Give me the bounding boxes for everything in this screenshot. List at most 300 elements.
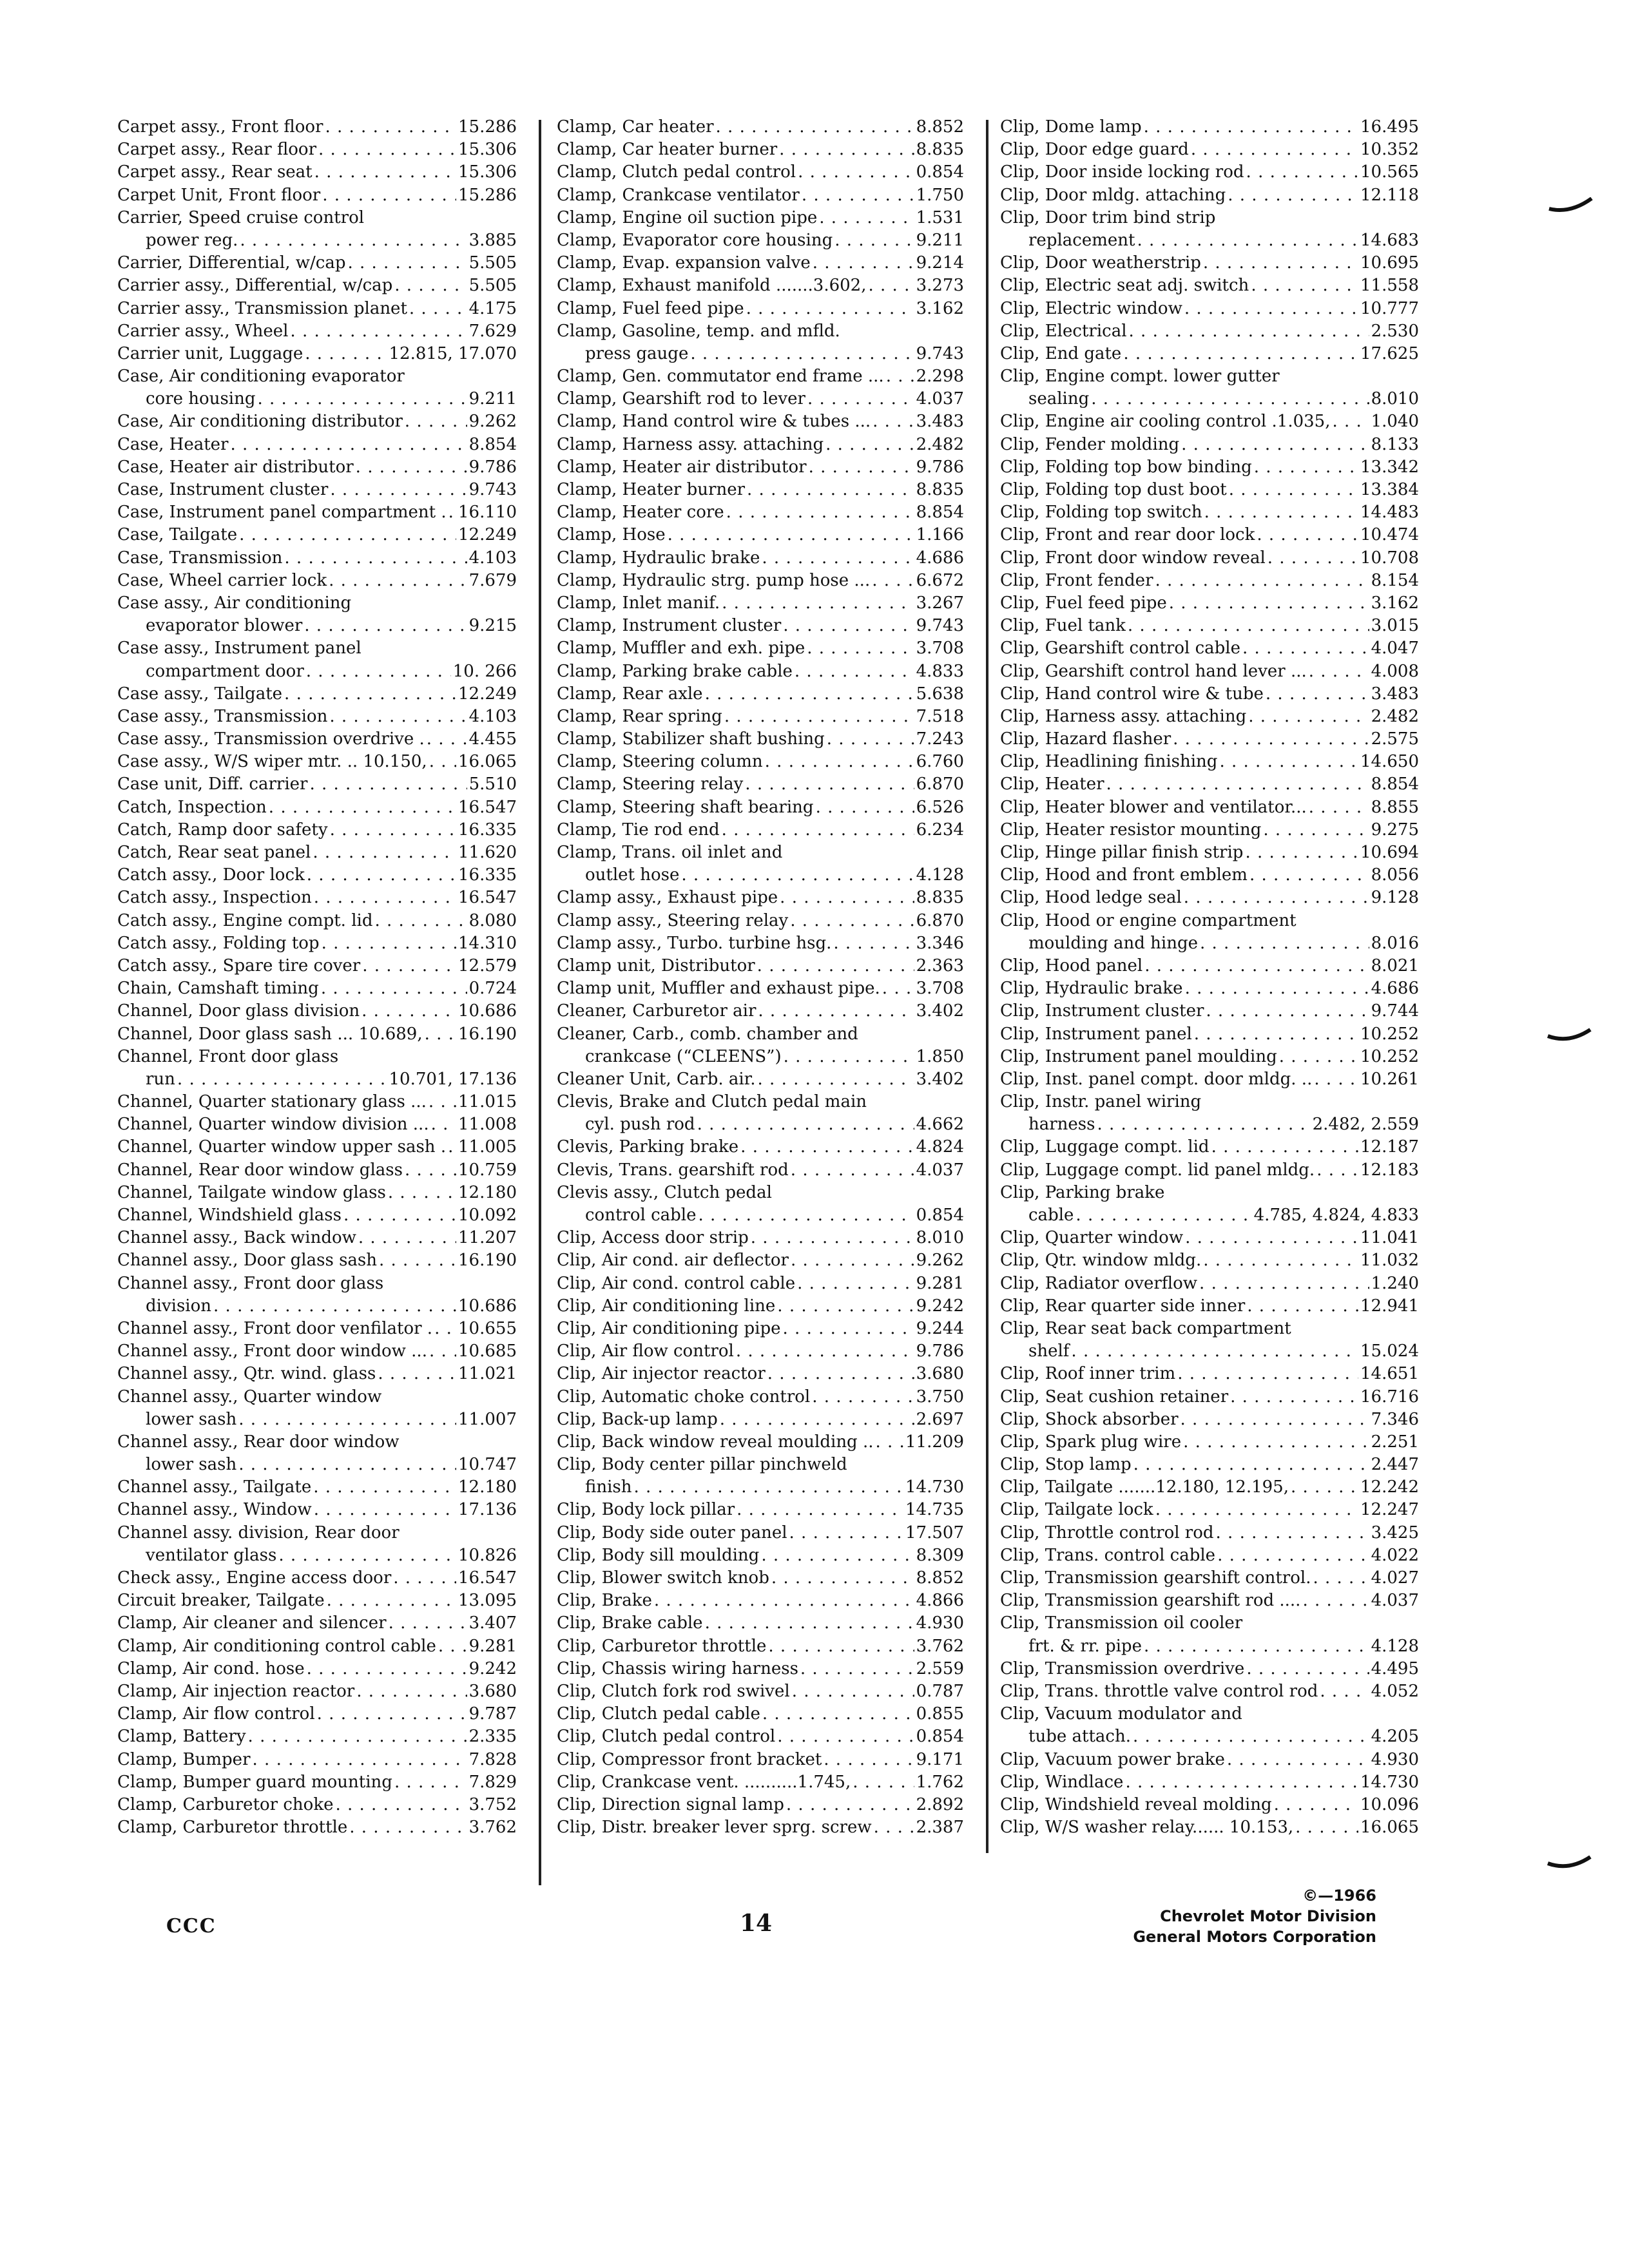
index-entry bbox=[557, 887, 964, 909]
dot-leader bbox=[1075, 1204, 1251, 1227]
index-entry bbox=[1000, 1227, 1419, 1249]
entry-reference: 1.040 bbox=[1371, 412, 1419, 432]
index-entry bbox=[557, 1182, 964, 1204]
dot-leader bbox=[307, 1658, 467, 1680]
entry-term: Clip, Hood and front emblem bbox=[1000, 865, 1248, 885]
entry-reference: 4.103 bbox=[468, 706, 517, 726]
index-entry bbox=[1000, 1590, 1419, 1612]
entry-term: Channel assy., Window bbox=[117, 1500, 312, 1520]
index-entry bbox=[1000, 1431, 1419, 1454]
index-entry bbox=[117, 955, 517, 977]
dot-leader bbox=[1302, 1590, 1369, 1612]
index-entry bbox=[117, 1522, 517, 1544]
dot-leader bbox=[240, 229, 467, 252]
index-entry bbox=[557, 615, 964, 637]
dot-leader bbox=[758, 1000, 914, 1023]
index-entry bbox=[117, 456, 517, 479]
dot-leader bbox=[827, 728, 914, 751]
entry-reference: 2.559 bbox=[916, 1658, 964, 1678]
entry-reference: 9.242 bbox=[468, 1658, 517, 1678]
index-entry bbox=[1000, 841, 1419, 864]
index-entry bbox=[1000, 1386, 1419, 1408]
index-entry bbox=[117, 1136, 517, 1158]
entry-reference: 16.190 bbox=[458, 1024, 517, 1044]
index-entry bbox=[557, 819, 964, 841]
column-divider-right bbox=[986, 120, 988, 1853]
index-entry bbox=[117, 1363, 517, 1385]
entry-reference: 1.850 bbox=[916, 1046, 964, 1066]
entry-term: Clip, Carburetor throttle bbox=[557, 1636, 767, 1656]
index-entry bbox=[557, 501, 964, 524]
dot-leader bbox=[1216, 1522, 1369, 1544]
entry-term: Case, Instrument panel compartment . bbox=[117, 503, 447, 523]
entry-term: Clip, Door inside locking rod bbox=[1000, 162, 1244, 182]
dot-leader bbox=[824, 1749, 914, 1771]
dot-leader bbox=[1194, 1023, 1358, 1046]
dot-leader bbox=[429, 1091, 456, 1113]
entry-term: Clamp unit, Distributor bbox=[557, 956, 755, 975]
index-entry bbox=[117, 365, 517, 388]
entry-reference: 3.402 bbox=[916, 1001, 964, 1021]
entry-reference: 8.133 bbox=[1371, 434, 1419, 454]
dot-leader bbox=[1106, 773, 1369, 796]
index-entry bbox=[117, 252, 517, 274]
entry-reference: 2.298 bbox=[916, 367, 964, 387]
entry-term: Clamp unit, Muffler and exhaust pipe. bbox=[557, 979, 880, 999]
entry-term: Clamp, Steering column bbox=[557, 752, 763, 772]
entry-term: Clip, Heater blower and ventilator... bbox=[1000, 797, 1307, 817]
dot-leader bbox=[1177, 1363, 1358, 1385]
entry-reference: 11.207 bbox=[458, 1228, 517, 1248]
index-entry bbox=[557, 1658, 964, 1680]
index-entry bbox=[1000, 1046, 1419, 1068]
index-entry bbox=[557, 864, 964, 887]
entry-term: Clip, Air conditioning pipe bbox=[557, 1318, 781, 1338]
dot-leader bbox=[1295, 1816, 1358, 1839]
entry-reference: 11.041 bbox=[1360, 1228, 1419, 1248]
index-entry bbox=[1000, 1023, 1419, 1046]
dot-leader bbox=[1144, 116, 1358, 139]
entry-term: Channel, Quarter window division ... bbox=[117, 1115, 429, 1135]
dot-leader bbox=[1229, 479, 1358, 501]
index-entry bbox=[557, 1749, 964, 1771]
entry-reference: 4.824 bbox=[916, 1137, 964, 1157]
entry-reference: 4.027 bbox=[1371, 1568, 1419, 1588]
entry-term: Clevis, Parking brake bbox=[557, 1137, 739, 1157]
index-entry bbox=[557, 343, 964, 365]
entry-reference: 12.815, 17.070 bbox=[389, 343, 517, 363]
entry-term: lower sash bbox=[146, 1455, 237, 1475]
index-entry bbox=[557, 1567, 964, 1590]
dot-leader bbox=[1249, 864, 1369, 887]
index-entry bbox=[1000, 1476, 1419, 1499]
dot-leader bbox=[745, 773, 914, 796]
index-entry bbox=[557, 1023, 964, 1046]
entry-term: harness bbox=[1028, 1115, 1095, 1135]
entry-term: Clip, Body center pillar pinchweld bbox=[557, 1455, 847, 1475]
index-entry bbox=[1000, 139, 1419, 161]
entry-term: Clip, Luggage compt. lid panel mldg. bbox=[1000, 1160, 1315, 1180]
dot-leader bbox=[1217, 1544, 1369, 1567]
index-entry bbox=[117, 1091, 517, 1113]
index-entry bbox=[557, 1771, 964, 1794]
dot-leader bbox=[379, 1249, 456, 1272]
dot-leader bbox=[393, 1567, 456, 1590]
entry-term: Clip, Luggage compt. lid bbox=[1000, 1137, 1210, 1157]
entry-reference: 9.281 bbox=[916, 1273, 964, 1293]
dot-leader bbox=[1185, 977, 1369, 1000]
entry-term: division bbox=[146, 1296, 212, 1316]
dot-leader bbox=[762, 547, 914, 570]
entry-term: Clip, Throttle control rod bbox=[1000, 1523, 1214, 1542]
index-entry bbox=[117, 819, 517, 841]
entry-term: Clamp, Battery bbox=[117, 1727, 246, 1747]
entry-term: Clip, Spark plug wire bbox=[1000, 1432, 1182, 1452]
entry-reference: 11.015 bbox=[458, 1092, 517, 1112]
dot-leader bbox=[330, 479, 467, 501]
entry-reference: 14.683 bbox=[1360, 230, 1419, 250]
dot-leader bbox=[1129, 320, 1369, 343]
entry-term: Carrier assy., Differential, w/cap bbox=[117, 276, 393, 296]
dot-leader bbox=[307, 864, 456, 887]
entry-term: Clip, Brake cable bbox=[557, 1613, 703, 1633]
dot-leader bbox=[654, 1590, 914, 1612]
index-entry bbox=[117, 1635, 517, 1658]
dot-leader bbox=[1211, 1136, 1358, 1158]
dot-leader bbox=[812, 1386, 914, 1408]
entry-term: Clip, Rear seat back compartment bbox=[1000, 1318, 1291, 1338]
index-entry bbox=[1000, 796, 1419, 819]
index-entry bbox=[557, 161, 964, 184]
entry-reference: 11.209 bbox=[905, 1432, 964, 1452]
index-entry bbox=[557, 388, 964, 410]
index-entry bbox=[557, 592, 964, 615]
index-entry bbox=[1000, 274, 1419, 297]
dot-leader bbox=[751, 1227, 914, 1249]
entry-term: Clip, Distr. breaker lever sprg. screw bbox=[557, 1818, 872, 1838]
entry-term: Clamp, Hydraulic brake bbox=[557, 548, 760, 568]
entry-reference: 4.662 bbox=[916, 1115, 964, 1135]
entry-reference: 7.679 bbox=[468, 570, 517, 590]
index-entry bbox=[117, 320, 517, 343]
entry-term: Clamp, Heater core bbox=[557, 503, 724, 523]
index-entry bbox=[557, 706, 964, 728]
index-entry bbox=[557, 547, 964, 570]
entry-term: Clamp, Air injection reactor bbox=[117, 1681, 355, 1701]
entry-term: Catch assy., Engine compt. lid bbox=[117, 910, 373, 930]
entry-term: Case, Transmission bbox=[117, 548, 283, 568]
entry-reference: 9.275 bbox=[1371, 820, 1419, 840]
index-entry bbox=[117, 1703, 517, 1725]
dot-leader bbox=[1133, 1725, 1369, 1748]
entry-term: Clamp assy., Turbo. turbine hsg. bbox=[557, 933, 832, 953]
entry-reference: 2.387 bbox=[916, 1818, 964, 1838]
entry-term: Channel assy., Rear door window bbox=[117, 1432, 400, 1452]
entry-reference: 9.214 bbox=[916, 253, 964, 273]
entry-term: Clip, Crankcase vent. ..........1.745, bbox=[557, 1772, 851, 1792]
entry-term: Clamp, Heater burner bbox=[557, 480, 746, 499]
entry-term: Clamp, Evap. expansion valve bbox=[557, 253, 811, 273]
index-entry bbox=[117, 501, 517, 524]
entry-reference: 16.110 bbox=[458, 503, 517, 523]
index-entry bbox=[117, 479, 517, 501]
index-entry bbox=[1000, 977, 1419, 1000]
index-entry bbox=[557, 1703, 964, 1725]
index-entry bbox=[557, 660, 964, 683]
dot-leader bbox=[1246, 1658, 1369, 1680]
entry-reference: 9.787 bbox=[468, 1704, 517, 1724]
entry-term: Clip, Tailgate .......12.180, 12.195, bbox=[1000, 1477, 1289, 1497]
index-entry bbox=[557, 637, 964, 660]
dot-leader bbox=[1123, 343, 1358, 365]
dot-leader bbox=[327, 1590, 456, 1612]
entry-term: Catch assy., Inspection bbox=[117, 888, 312, 908]
entry-reference: 8.010 bbox=[916, 1228, 964, 1248]
dot-leader bbox=[389, 1612, 467, 1635]
index-entry bbox=[557, 1318, 964, 1340]
entry-reference: 8.010 bbox=[1371, 389, 1419, 409]
entry-term: Clip, Door weatherstrip bbox=[1000, 253, 1201, 273]
entry-reference: 2.892 bbox=[916, 1794, 964, 1814]
index-entry bbox=[1000, 1249, 1419, 1272]
dot-leader bbox=[438, 1635, 467, 1658]
index-entry bbox=[117, 1612, 517, 1635]
entry-term: Check assy., Engine access door bbox=[117, 1568, 392, 1588]
dot-leader bbox=[1144, 955, 1369, 977]
dot-leader bbox=[1125, 1771, 1358, 1794]
index-entry bbox=[1000, 1363, 1419, 1385]
entry-term: Clip, Blower switch knob bbox=[557, 1568, 769, 1588]
dot-leader bbox=[427, 728, 467, 751]
entry-reference: 9.786 bbox=[916, 457, 964, 477]
dot-leader bbox=[314, 161, 456, 184]
dot-leader bbox=[322, 184, 456, 207]
entry-term: Clip, Air conditioning line bbox=[557, 1296, 776, 1316]
entry-reference: 1.531 bbox=[916, 207, 964, 227]
entry-reference: 8.852 bbox=[916, 1568, 964, 1588]
entry-reference: 12.249 bbox=[458, 525, 517, 545]
entry-term: Clip, Roof inner trim bbox=[1000, 1364, 1176, 1384]
entry-term: Clamp, Rear axle bbox=[557, 684, 703, 704]
entry-term: Clamp, Trans. oil inlet and bbox=[557, 843, 783, 862]
entry-reference: 16.716 bbox=[1360, 1387, 1419, 1407]
entry-reference: 10.261 bbox=[1360, 1069, 1419, 1089]
entry-reference: 6.870 bbox=[916, 774, 964, 794]
index-entry bbox=[1000, 637, 1419, 660]
entry-term: Carpet assy., Front floor bbox=[117, 117, 323, 137]
dot-leader bbox=[1191, 139, 1358, 161]
entry-term: Clamp, Harness assy. attaching bbox=[557, 434, 824, 454]
dot-leader bbox=[816, 796, 914, 819]
entry-reference: 17.507 bbox=[905, 1523, 964, 1542]
entry-reference: 10.685 bbox=[458, 1341, 517, 1361]
entry-reference: 4.455 bbox=[468, 729, 517, 749]
entry-reference: 16.190 bbox=[458, 1251, 517, 1271]
index-entry bbox=[557, 1363, 964, 1385]
entry-term: Channel, Windshield glass bbox=[117, 1206, 342, 1225]
dot-leader bbox=[356, 1680, 467, 1703]
index-column-1 bbox=[117, 116, 517, 1839]
index-entry bbox=[557, 1113, 964, 1136]
index-entry bbox=[117, 1476, 517, 1499]
entry-reference: 4.495 bbox=[1371, 1658, 1419, 1678]
dot-leader bbox=[777, 1725, 914, 1748]
dot-leader bbox=[872, 570, 914, 592]
entry-reference: 10.096 bbox=[1360, 1794, 1419, 1814]
index-entry bbox=[1000, 1816, 1419, 1839]
entry-reference: 15.286 bbox=[458, 185, 517, 205]
entry-reference: 9.743 bbox=[916, 616, 964, 636]
entry-reference: 2.530 bbox=[1371, 321, 1419, 341]
dot-leader bbox=[314, 1499, 456, 1521]
index-entry bbox=[117, 1204, 517, 1227]
entry-term: Clip, Seat cushion retainer bbox=[1000, 1387, 1229, 1407]
dot-leader bbox=[792, 1680, 914, 1703]
dot-leader bbox=[886, 365, 914, 388]
dot-leader bbox=[720, 1408, 914, 1431]
entry-term: Case assy., Transmission bbox=[117, 706, 328, 726]
index-entry bbox=[117, 1249, 517, 1272]
index-entry bbox=[557, 1612, 964, 1635]
entry-reference: 6.870 bbox=[916, 910, 964, 930]
index-column-3 bbox=[1000, 116, 1419, 1839]
entry-term: Clip, Trans. throttle valve control rod bbox=[1000, 1681, 1318, 1701]
index-entry bbox=[557, 1499, 964, 1521]
entry-reference: 11.558 bbox=[1360, 276, 1419, 296]
entry-term: Cleaner, Carburetor air bbox=[557, 1001, 757, 1021]
entry-reference: 8.309 bbox=[916, 1545, 964, 1565]
dot-leader bbox=[1206, 1000, 1369, 1023]
index-entry bbox=[1000, 1113, 1419, 1136]
entry-term: Channel, Door glass sash ... 10.689, bbox=[117, 1024, 423, 1044]
entry-reference: 2.447 bbox=[1371, 1455, 1419, 1475]
entry-reference: 2.335 bbox=[468, 1727, 517, 1747]
entry-reference: 14.730 bbox=[1360, 1772, 1419, 1792]
entry-reference: 9.786 bbox=[916, 1341, 964, 1361]
corporation-line: General Motors Corporation bbox=[1133, 1928, 1376, 1946]
index-entry bbox=[1000, 1204, 1419, 1227]
index-entry bbox=[557, 1408, 964, 1431]
margin-mark-icon bbox=[1547, 1027, 1592, 1044]
dot-leader bbox=[313, 841, 456, 864]
entry-term: Clip, Transmission gearshift control. bbox=[1000, 1568, 1311, 1588]
entry-term: Clip, Harness assy. attaching bbox=[1000, 706, 1247, 726]
dot-leader bbox=[783, 1318, 914, 1340]
dot-leader bbox=[790, 910, 914, 932]
dot-leader bbox=[722, 592, 914, 615]
index-entry bbox=[117, 1590, 517, 1612]
index-entry bbox=[557, 139, 964, 161]
index-entry bbox=[1000, 683, 1419, 706]
entry-term: Clip, Body side outer panel bbox=[557, 1523, 787, 1542]
dot-leader bbox=[757, 955, 914, 977]
entry-term: Clamp, Bumper bbox=[117, 1749, 251, 1769]
dot-leader bbox=[269, 796, 456, 819]
dot-leader bbox=[374, 910, 467, 932]
dot-leader bbox=[1181, 434, 1369, 456]
dot-leader bbox=[1128, 615, 1369, 637]
dot-leader bbox=[722, 819, 914, 841]
entry-reference: 12.242 bbox=[1360, 1477, 1419, 1497]
dot-leader bbox=[779, 139, 914, 161]
entry-reference: 16.065 bbox=[458, 752, 517, 772]
entry-reference: 4.686 bbox=[916, 548, 964, 568]
entry-reference: 1.166 bbox=[916, 525, 964, 545]
index-entry bbox=[1000, 1068, 1419, 1091]
dot-leader bbox=[1200, 932, 1369, 955]
entry-term: Clip, Engine air cooling control .1.035, bbox=[1000, 412, 1331, 432]
dot-leader bbox=[1309, 660, 1369, 683]
entry-term: Clamp, Car heater burner bbox=[557, 140, 778, 160]
index-entry bbox=[1000, 1273, 1419, 1295]
index-entry bbox=[1000, 932, 1419, 955]
entry-term: Cleaner Unit, Carb. air. bbox=[557, 1069, 756, 1089]
entry-reference: 8.835 bbox=[916, 888, 964, 908]
dot-leader bbox=[705, 683, 914, 706]
entry-reference: 8.021 bbox=[1371, 956, 1419, 975]
index-entry bbox=[557, 1000, 964, 1023]
entry-term: Clip, Air cond. control cable bbox=[557, 1273, 796, 1293]
entry-term: Carrier, Speed cruise control bbox=[117, 207, 365, 227]
entry-term: sealing bbox=[1028, 389, 1090, 409]
dot-leader bbox=[362, 955, 456, 977]
dot-leader bbox=[795, 660, 914, 683]
entry-term: Clamp, Parking brake cable bbox=[557, 661, 793, 681]
dot-leader bbox=[1203, 252, 1358, 274]
dot-leader bbox=[800, 1658, 914, 1680]
entry-term: Clip, Windlace bbox=[1000, 1772, 1124, 1792]
index-entry bbox=[1000, 570, 1419, 592]
entry-reference: 13.095 bbox=[458, 1591, 517, 1611]
entry-reference: 7.518 bbox=[916, 706, 964, 726]
dot-leader bbox=[874, 1816, 914, 1839]
entry-term: Chain, Camshaft timing bbox=[117, 979, 319, 999]
entry-reference: 15.024 bbox=[1360, 1341, 1419, 1361]
index-entry bbox=[1000, 252, 1419, 274]
index-entry bbox=[117, 116, 517, 139]
entry-reference: 10.695 bbox=[1360, 253, 1419, 273]
entry-term: Clip, Quarter window bbox=[1000, 1228, 1184, 1248]
index-entry bbox=[557, 274, 964, 297]
entry-term: Case, Heater bbox=[117, 434, 229, 454]
dot-leader bbox=[698, 1204, 914, 1227]
dot-leader bbox=[321, 977, 467, 1000]
entry-term: Clip, Electric window bbox=[1000, 298, 1182, 318]
entry-reference: 7.828 bbox=[468, 1749, 517, 1769]
entry-term: Clip, Hood panel bbox=[1000, 956, 1143, 975]
dot-leader bbox=[278, 1544, 456, 1567]
entry-reference: 14.483 bbox=[1360, 503, 1419, 523]
dot-leader bbox=[1274, 1794, 1358, 1816]
entry-term: crankcase (“CLEENS”) bbox=[585, 1046, 782, 1066]
index-entry bbox=[557, 1295, 964, 1318]
division-line: Chevrolet Motor Division bbox=[1160, 1907, 1376, 1925]
entry-reference: 10.252 bbox=[1360, 1046, 1419, 1066]
entry-term: Clamp, Gearshift rod to lever bbox=[557, 389, 805, 409]
index-column-2 bbox=[557, 116, 964, 1839]
dot-leader bbox=[634, 1476, 904, 1499]
dot-leader bbox=[305, 343, 387, 365]
entry-term: Carpet assy., Rear seat bbox=[117, 162, 313, 182]
dot-leader bbox=[876, 1431, 904, 1454]
entry-reference: 3.346 bbox=[916, 933, 964, 953]
dot-leader bbox=[230, 434, 467, 456]
entry-term: Clip, Fender molding bbox=[1000, 434, 1180, 454]
dot-leader bbox=[740, 1136, 914, 1158]
entry-reference: 10.826 bbox=[458, 1545, 517, 1565]
margin-mark-icon bbox=[1548, 197, 1593, 214]
entry-reference: 13.342 bbox=[1360, 457, 1419, 477]
